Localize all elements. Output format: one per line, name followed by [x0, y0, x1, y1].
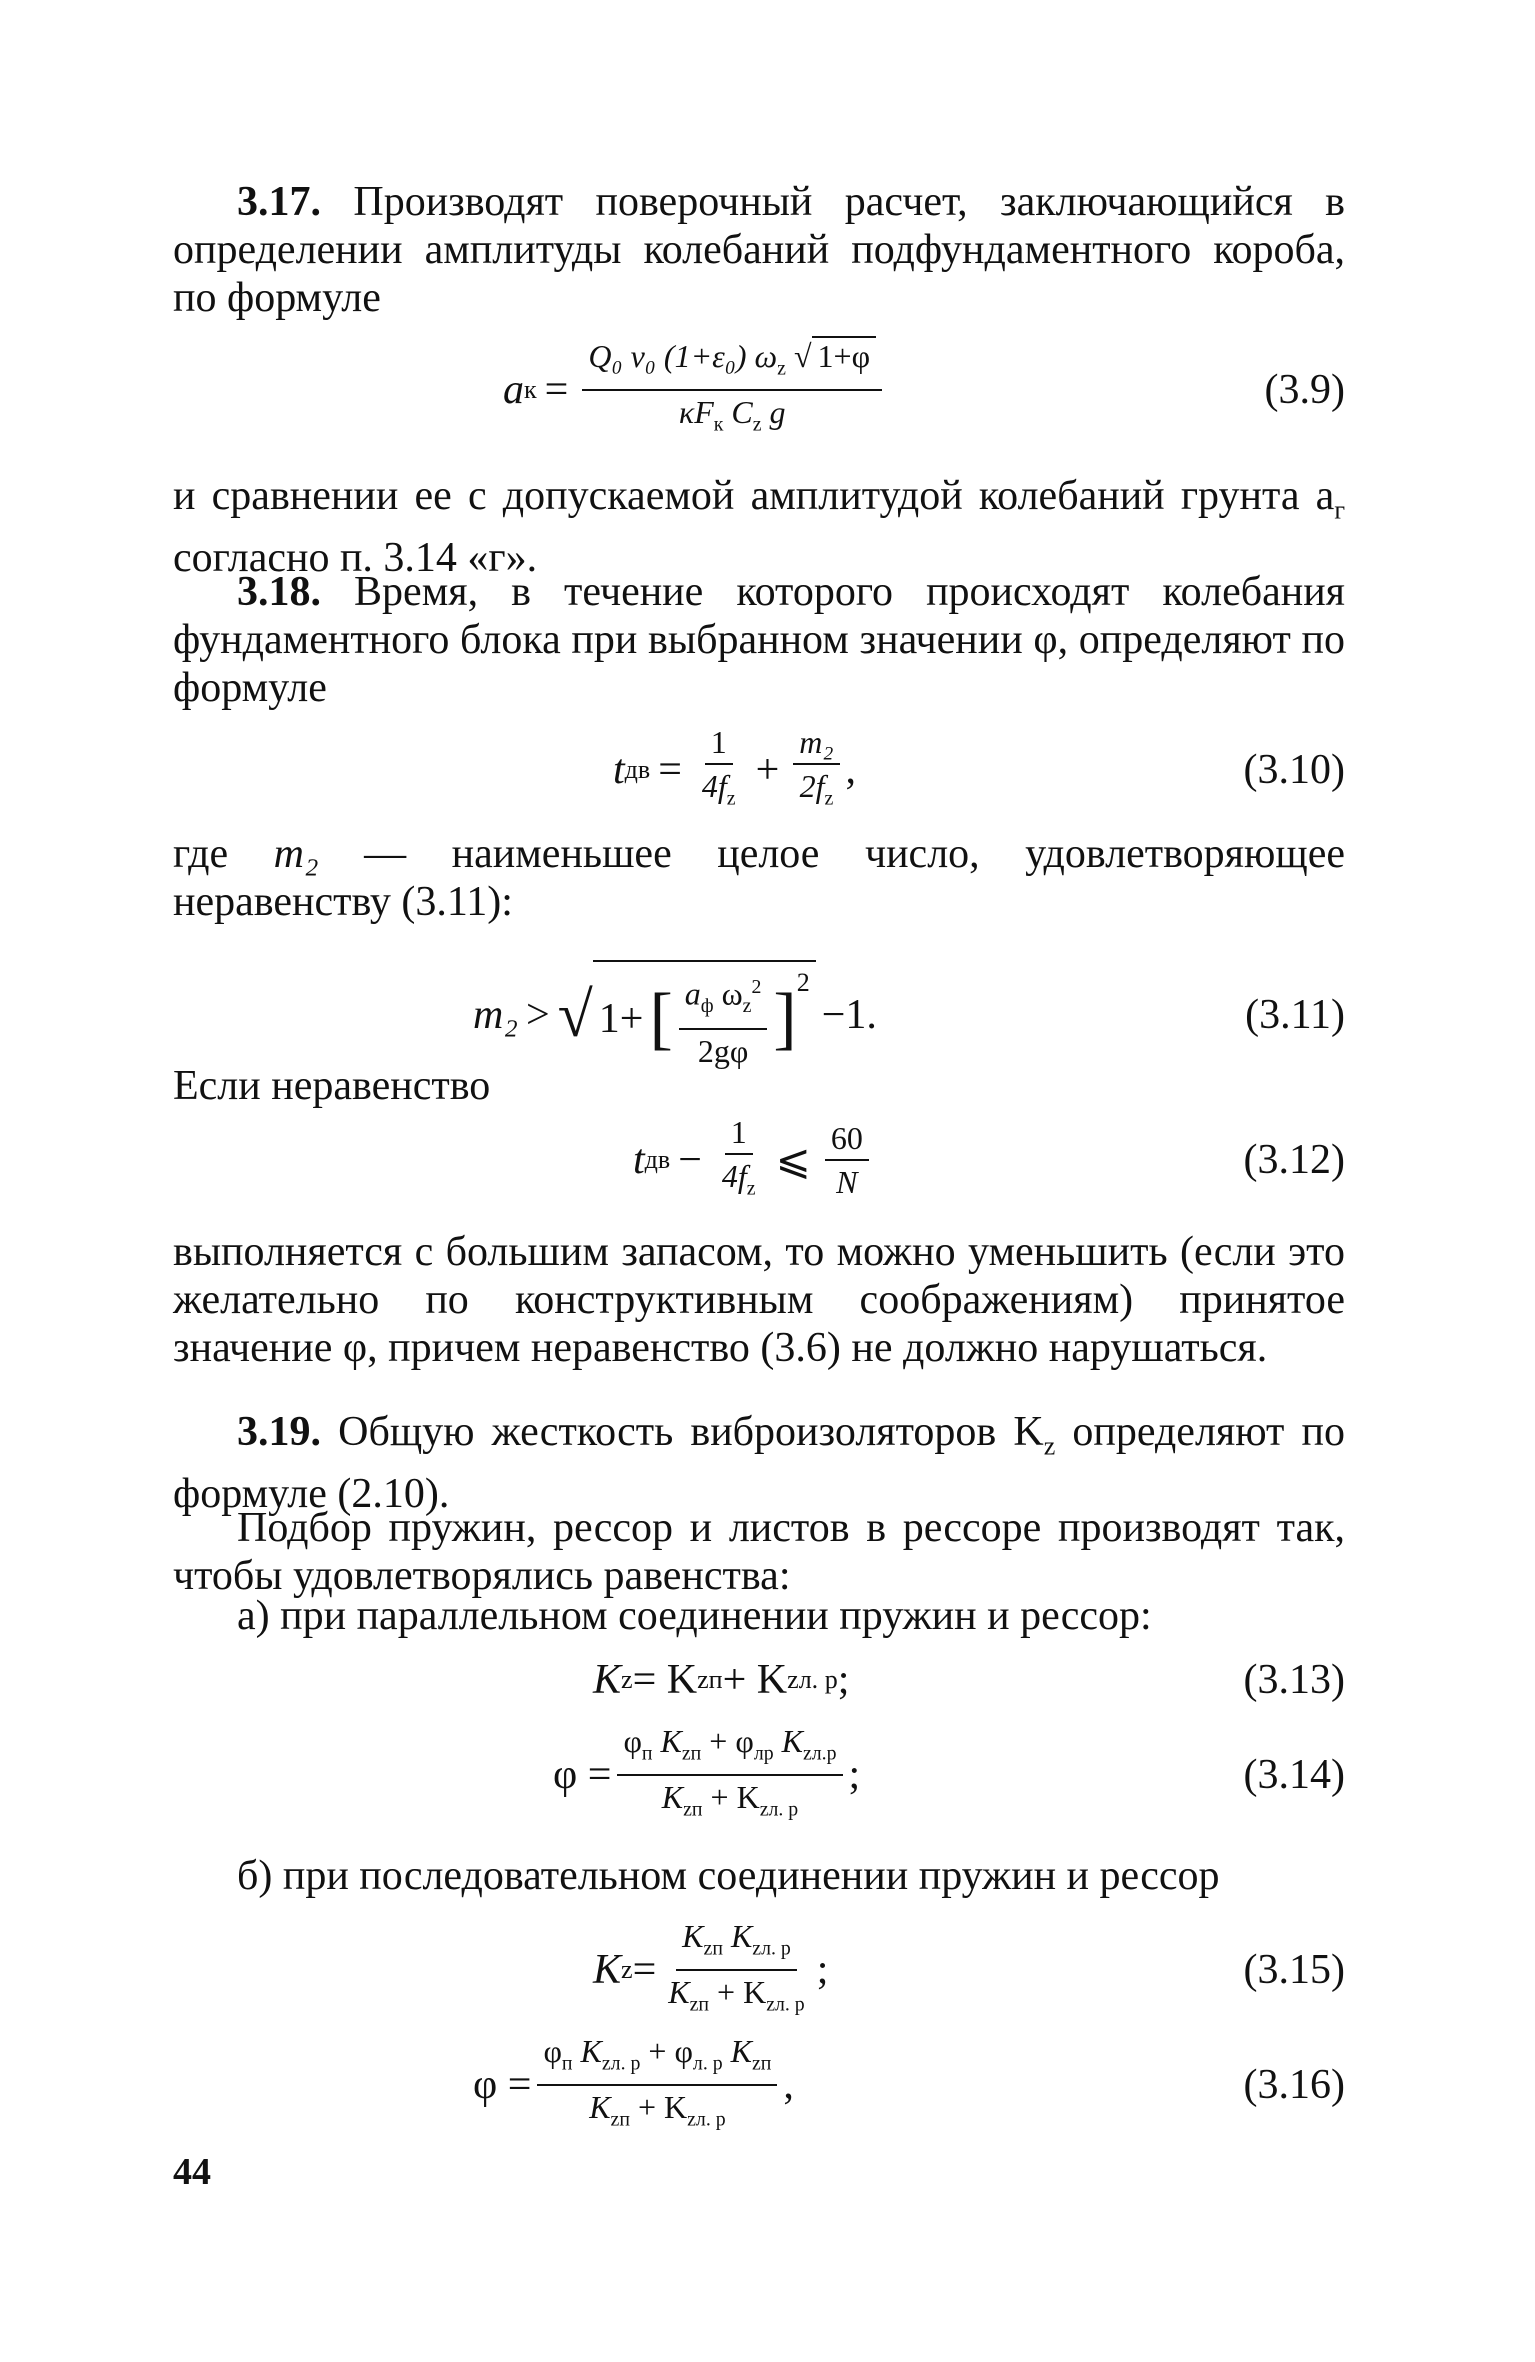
fraction: $\frac{K_{zп} K_{zл. р}}{K_{zп} + K_{zл. р}}$: [668, 1917, 805, 2016]
equation-number: (3.13): [1243, 1657, 1345, 1703]
paragraph-selection: Подбор пружин, рессор и листов в рессоре производят так, чтобы удовлетворялись равенства:: [173, 1505, 1345, 1599]
fraction: $\frac{\varphi_п K_{zл. р} + \varphi_{л. р} K_{zп}}{K_{zп} + K_{zл. р}}$: [537, 2032, 777, 2139]
fraction: $\frac{a_ф \omega_z^2}{2g\varphi}$: [679, 968, 768, 1069]
page-number: 44: [173, 2151, 211, 2193]
paragraph-compare: и сравнении ее с допускаемой амплитудой колебаний грунта $a_г$ согласно п. 3.14 «г».: [173, 473, 1345, 582]
equation-3-16: φ = $\frac{\varphi_п K_{zл. р} + \varphi_{л. р} K_{zп}}{K_{zп} + K_{zл. р}}$ , (3.16): [173, 2030, 1345, 2140]
eq-sub: к: [524, 375, 537, 404]
equation-3-11: m₂ > √ 1+ [ $\frac{a_ф \omega_z^2}{2g\varphi}$ ] $^2$ −1. (3.11): [173, 955, 1345, 1075]
fraction: $\frac{1}{4f_z}$: [721, 1113, 756, 1200]
equation-number: (3.16): [1243, 2062, 1345, 2108]
equation-3-13: K z = K zп + K zл. р ; (3.13): [593, 1657, 1345, 1703]
section-number: 3.18.: [237, 569, 321, 615]
equation-3-12: t дв − $\frac{1}{4f_z}$ ⩽ $\frac{60}{N}$ (3.12): [173, 1105, 1345, 1215]
equation-number: (3.10): [1243, 747, 1345, 793]
equation-3-15: K z = $\frac{K_{zп} K_{zл. р}}{K_{zп} + K_{zл. р}}$ ; (3.15): [173, 1915, 1345, 2025]
fraction: $\frac{\text{m₂}}{2f_z}$: [793, 723, 839, 817]
section-number: 3.17.: [237, 179, 321, 225]
equals-sign: =: [544, 367, 569, 413]
paragraph-text: Производят поверочный расчет, заключающийся в определении амплитуды колебаний подфундаментного короба, по формуле: [173, 179, 1345, 321]
eq-lhs: a: [503, 367, 524, 413]
fraction: $\frac{1}{4f_z}$: [701, 723, 736, 810]
paragraph-text: Время, в течение которого происходят колебания фундаментного блока при выбранном значении φ, определяют по формуле: [173, 569, 1345, 711]
paragraph-3-18: [173, 568, 1345, 712]
equation-3-14: φ = $\frac{\varphi_п K_{zп} + \varphi_{лр} K_{zл.р}}{K_{zп} + K_{zл. р}}$ ; (3.14): [173, 1720, 1345, 1830]
fraction: $\frac{\varphi_п K_{zп} + \varphi_{лр} K_{zл.р}}{K_{zп} + K_{zл. р}}$: [617, 1722, 842, 1829]
fraction: $\frac{60}{N}$: [825, 1119, 869, 1201]
paragraph-3-17: [173, 178, 1345, 322]
equation-number: (3.11): [1245, 992, 1345, 1038]
fraction: [582, 337, 882, 444]
equation-number: (3.14): [1243, 1752, 1345, 1798]
equation-3-10: t дв = $\frac{1}{4f_z}$ + $\frac{\text{m₂}}{2f_z}$ , (3.10): [173, 715, 1345, 825]
paragraph-where-m2: где m₂ — наименьшее целое число, удовлетворяющее неравенству (3.11):: [173, 831, 1345, 925]
equation-3-9: [173, 335, 1345, 445]
paragraph-3-19: 3.19. Общую жесткость виброизоляторов $K_z$ определяют по формуле (2.10).: [173, 1409, 1345, 1518]
paragraph-if: Если неравенство: [173, 1063, 491, 1109]
section-number: 3.19.: [237, 1409, 321, 1455]
equation-number: (3.15): [1243, 1947, 1345, 1993]
item-a: а) при параллельном соединении пружин и рессор:: [237, 1593, 1152, 1639]
equation-number: (3.12): [1243, 1137, 1345, 1183]
equation-number: (3.9): [1264, 367, 1345, 413]
paragraph-fulfilled: выполняется с большим запасом, то можно уменьшить (если это желательно по конструктивным соображениям) принятое значение φ, причем неравенство (3.6) не должно нарушаться.: [173, 1229, 1345, 1371]
item-b: б) при последовательном соединении пружин и рессор: [237, 1853, 1220, 1899]
denominator: $\kappa F_к$ $C_z$ g: [678, 394, 786, 436]
numerator: Q₀ v₀ (1+ε₀) $\omega_z$ √ 1+φ: [582, 337, 882, 391]
